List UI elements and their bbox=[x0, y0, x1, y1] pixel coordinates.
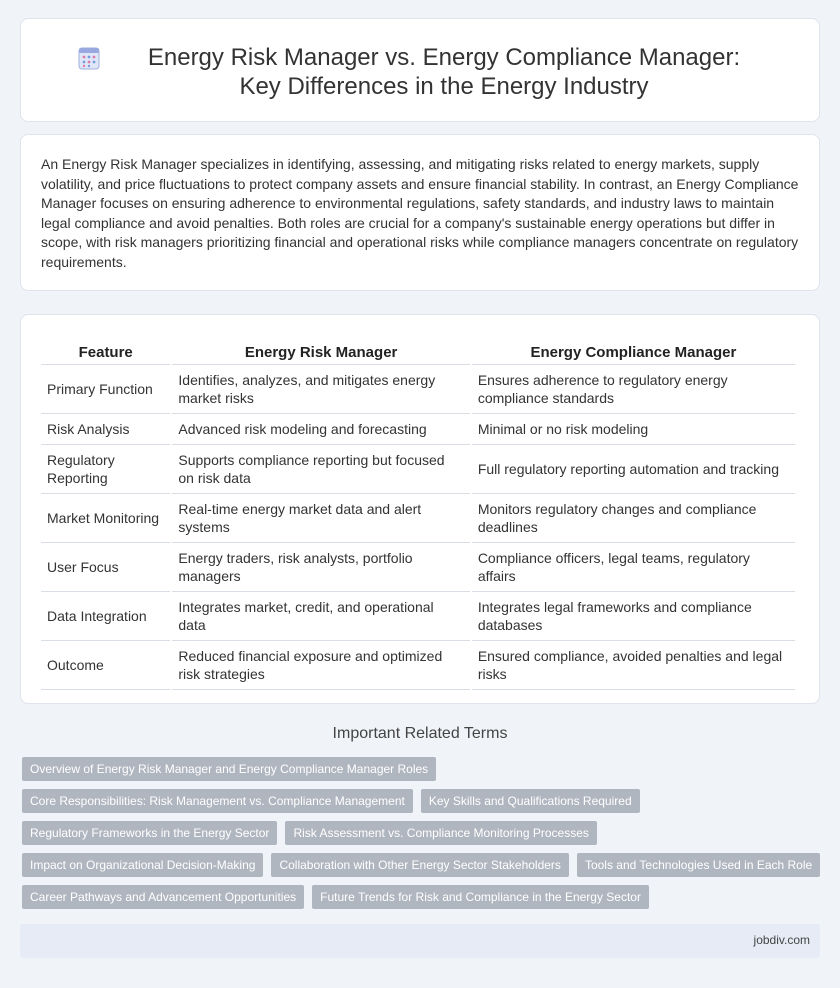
tag-row bbox=[22, 757, 822, 781]
comparison-table-card bbox=[20, 314, 820, 704]
intro-paragraph: An Energy Risk Manager specializes in identifying, assessing, and mitigating risks related to energy markets, supply volatility, and price fluctuations to protect company assets and ensure financial stability. In contrast, an Energy Compliance Manager focuses on ensuring adherence to environmental regulations, safety standards, and industry laws to maintain legal compliance and avoid penalties. Both roles are crucial for a company's sustainable energy operations but differ in scope, with risk managers prioritizing financial and operational risks while compliance managers concentrate on regulatory requirements. bbox=[41, 156, 799, 270]
risk-manager-cell: Reduced financial exposure and optimized risk strategies bbox=[172, 641, 469, 690]
feature-cell: Data Integration bbox=[41, 592, 170, 641]
page-title: Energy Risk Manager vs. Energy Compliance Manager: Key Differences in the Energy Industry bbox=[147, 44, 741, 100]
header-card bbox=[20, 18, 820, 122]
risk-manager-cell: Supports compliance reporting but focused on risk data bbox=[172, 445, 469, 494]
tag-row bbox=[22, 789, 822, 813]
feature-cell: Regulatory Reporting bbox=[41, 445, 170, 494]
related-term-tag[interactable]: Tools and Technologies Used in Each Role bbox=[577, 853, 820, 877]
feature-cell: Market Monitoring bbox=[41, 494, 170, 543]
table-row bbox=[41, 641, 795, 690]
comparison-table bbox=[39, 335, 797, 690]
risk-manager-cell: Advanced risk modeling and forecasting bbox=[172, 414, 469, 445]
risk-manager-cell: Energy traders, risk analysts, portfolio managers bbox=[172, 543, 469, 592]
table-row bbox=[41, 592, 795, 641]
tag-row bbox=[22, 885, 822, 909]
table-row bbox=[41, 365, 795, 414]
related-term-tag[interactable]: Impact on Organizational Decision-Making bbox=[22, 853, 263, 877]
table-row bbox=[41, 414, 795, 445]
intro-card bbox=[20, 134, 820, 291]
related-term-tag[interactable]: Overview of Energy Risk Manager and Energy Compliance Manager Roles bbox=[22, 757, 436, 781]
compliance-manager-cell: Ensured compliance, avoided penalties and legal risks bbox=[472, 641, 795, 690]
related-terms-list bbox=[22, 757, 822, 917]
footer-site-link[interactable]: jobdiv.com bbox=[753, 933, 810, 947]
feature-cell: User Focus bbox=[41, 543, 170, 592]
compliance-manager-cell: Minimal or no risk modeling bbox=[472, 414, 795, 445]
related-term-tag[interactable]: Core Responsibilities: Risk Management vs. Compliance Management bbox=[22, 789, 413, 813]
risk-manager-cell: Identifies, analyzes, and mitigates energy market risks bbox=[172, 365, 469, 414]
related-term-tag[interactable]: Collaboration with Other Energy Sector Stakeholders bbox=[271, 853, 568, 877]
compliance-manager-cell: Compliance officers, legal teams, regulatory affairs bbox=[472, 543, 795, 592]
feature-cell: Outcome bbox=[41, 641, 170, 690]
table-row bbox=[41, 543, 795, 592]
risk-manager-cell: Real-time energy market data and alert systems bbox=[172, 494, 469, 543]
compliance-manager-cell: Monitors regulatory changes and compliance deadlines bbox=[472, 494, 795, 543]
footer bbox=[20, 924, 820, 958]
related-term-tag[interactable]: Risk Assessment vs. Compliance Monitoring Processes bbox=[285, 821, 596, 845]
related-term-tag[interactable]: Career Pathways and Advancement Opportunities bbox=[22, 885, 304, 909]
table-row bbox=[41, 445, 795, 494]
related-term-tag[interactable]: Regulatory Frameworks in the Energy Sector bbox=[22, 821, 277, 845]
compliance-manager-cell: Ensures adherence to regulatory energy compliance standards bbox=[472, 365, 795, 414]
table-row bbox=[41, 494, 795, 543]
table-header-row bbox=[41, 335, 795, 365]
compliance-manager-cell: Full regulatory reporting automation and tracking bbox=[472, 445, 795, 494]
tag-row bbox=[22, 853, 822, 877]
header-feature: Feature bbox=[41, 335, 170, 365]
risk-manager-cell: Integrates market, credit, and operational data bbox=[172, 592, 469, 641]
feature-cell: Primary Function bbox=[41, 365, 170, 414]
document-icon bbox=[76, 45, 102, 71]
tag-row bbox=[22, 821, 822, 845]
related-term-tag[interactable]: Future Trends for Risk and Compliance in the Energy Sector bbox=[312, 885, 649, 909]
header-compliance-manager: Energy Compliance Manager bbox=[472, 335, 795, 365]
related-term-tag[interactable]: Key Skills and Qualifications Required bbox=[421, 789, 640, 813]
header-risk-manager: Energy Risk Manager bbox=[172, 335, 469, 365]
compliance-manager-cell: Integrates legal frameworks and compliance databases bbox=[472, 592, 795, 641]
feature-cell: Risk Analysis bbox=[41, 414, 170, 445]
related-terms-title: Important Related Terms bbox=[332, 725, 508, 742]
